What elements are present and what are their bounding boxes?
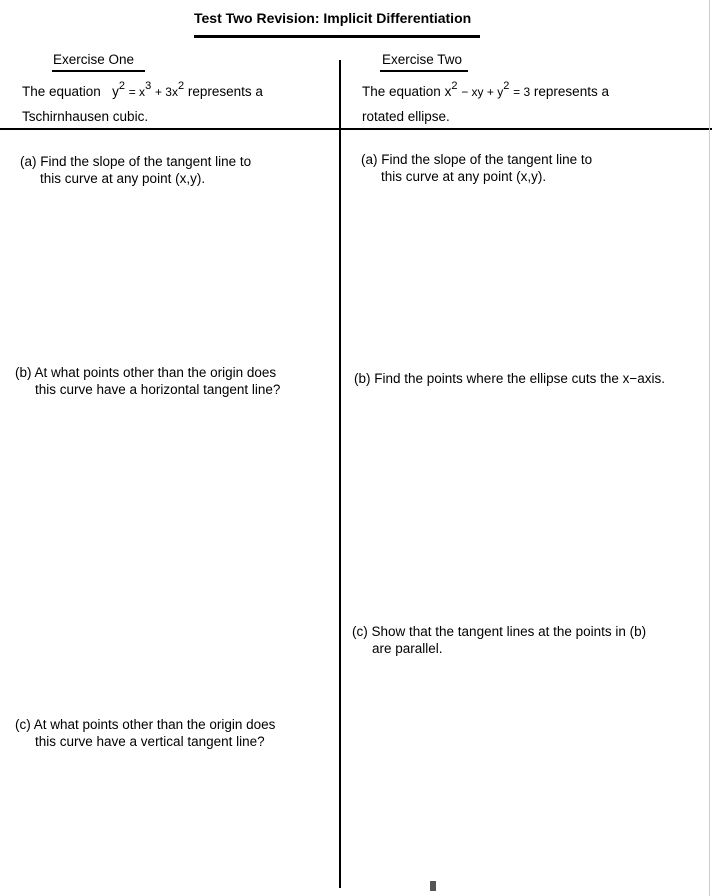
exercise-one-equation-line — [22, 79, 263, 99]
eq-x: x — [444, 84, 452, 99]
part-a-line1: (a) Find the slope of the tangent line to — [20, 154, 252, 169]
eq-exp: 3 — [145, 79, 152, 92]
part-c-line2: this curve have a vertical tangent line? — [35, 734, 265, 749]
eq-exp: 2 — [451, 79, 458, 92]
part-b-line2: this curve have a horizontal tangent line? — [35, 382, 281, 397]
page-edge — [709, 0, 710, 896]
page-title: Test Two Revision: Implicit Differentiation — [194, 10, 472, 26]
part-c-line1: (c) Show that the tangent lines at the points in (b) — [352, 624, 647, 639]
vertical-divider — [339, 60, 341, 888]
eq-y: y — [112, 84, 119, 99]
part-a-line2: this curve at any point (x,y). — [381, 169, 547, 184]
part-b-line1: (b) At what points other than the origin does — [15, 365, 277, 380]
part-c-line1: (c) At what points other than the origin does — [15, 717, 276, 732]
horizontal-divider — [0, 128, 712, 130]
intro-suffix: represents a — [187, 84, 263, 99]
eq-exp: 2 — [177, 79, 185, 92]
exercise-two-underline — [380, 70, 468, 72]
exercise-two-intro-line2: rotated ellipse. — [362, 109, 450, 124]
eq-exp: 2 — [118, 79, 125, 92]
exercise-two-equation-line — [362, 79, 609, 99]
intro-prefix: The equation — [362, 84, 441, 99]
title-underline — [194, 35, 480, 38]
exercise-one-intro-line2: Tschirnhausen cubic. — [22, 109, 149, 124]
exercise-one-underline — [52, 70, 145, 72]
eq-exp: 2 — [503, 79, 510, 92]
intro-prefix: The equation — [22, 84, 101, 99]
part-a-line1: (a) Find the slope of the tangent line to — [361, 152, 593, 167]
part-b-line1: (b) Find the points where the ellipse cuts the x−axis. — [354, 371, 666, 386]
eq-equals-3: = 3 — [513, 85, 531, 99]
part-c-line2: are parallel. — [372, 641, 443, 656]
exercise-one-part-c — [15, 716, 275, 750]
eq-minus-xy-plus-y: − xy + y — [461, 85, 504, 99]
exercise-one-part-b — [15, 364, 280, 398]
exercise-two-part-b — [354, 370, 665, 387]
part-a-line2: this curve at any point (x,y). — [40, 171, 206, 186]
exercise-two-heading: Exercise Two — [382, 52, 463, 67]
exercise-two-part-a — [361, 151, 592, 185]
exercise-two-part-c — [352, 623, 646, 657]
eq-equals-x: = x — [128, 85, 146, 99]
eq-plus-3x: + 3x — [154, 85, 178, 99]
exercise-one-heading: Exercise One — [53, 52, 135, 67]
page-marker — [430, 881, 436, 891]
intro-suffix: represents a — [533, 84, 609, 99]
exercise-one-part-a — [20, 153, 251, 187]
